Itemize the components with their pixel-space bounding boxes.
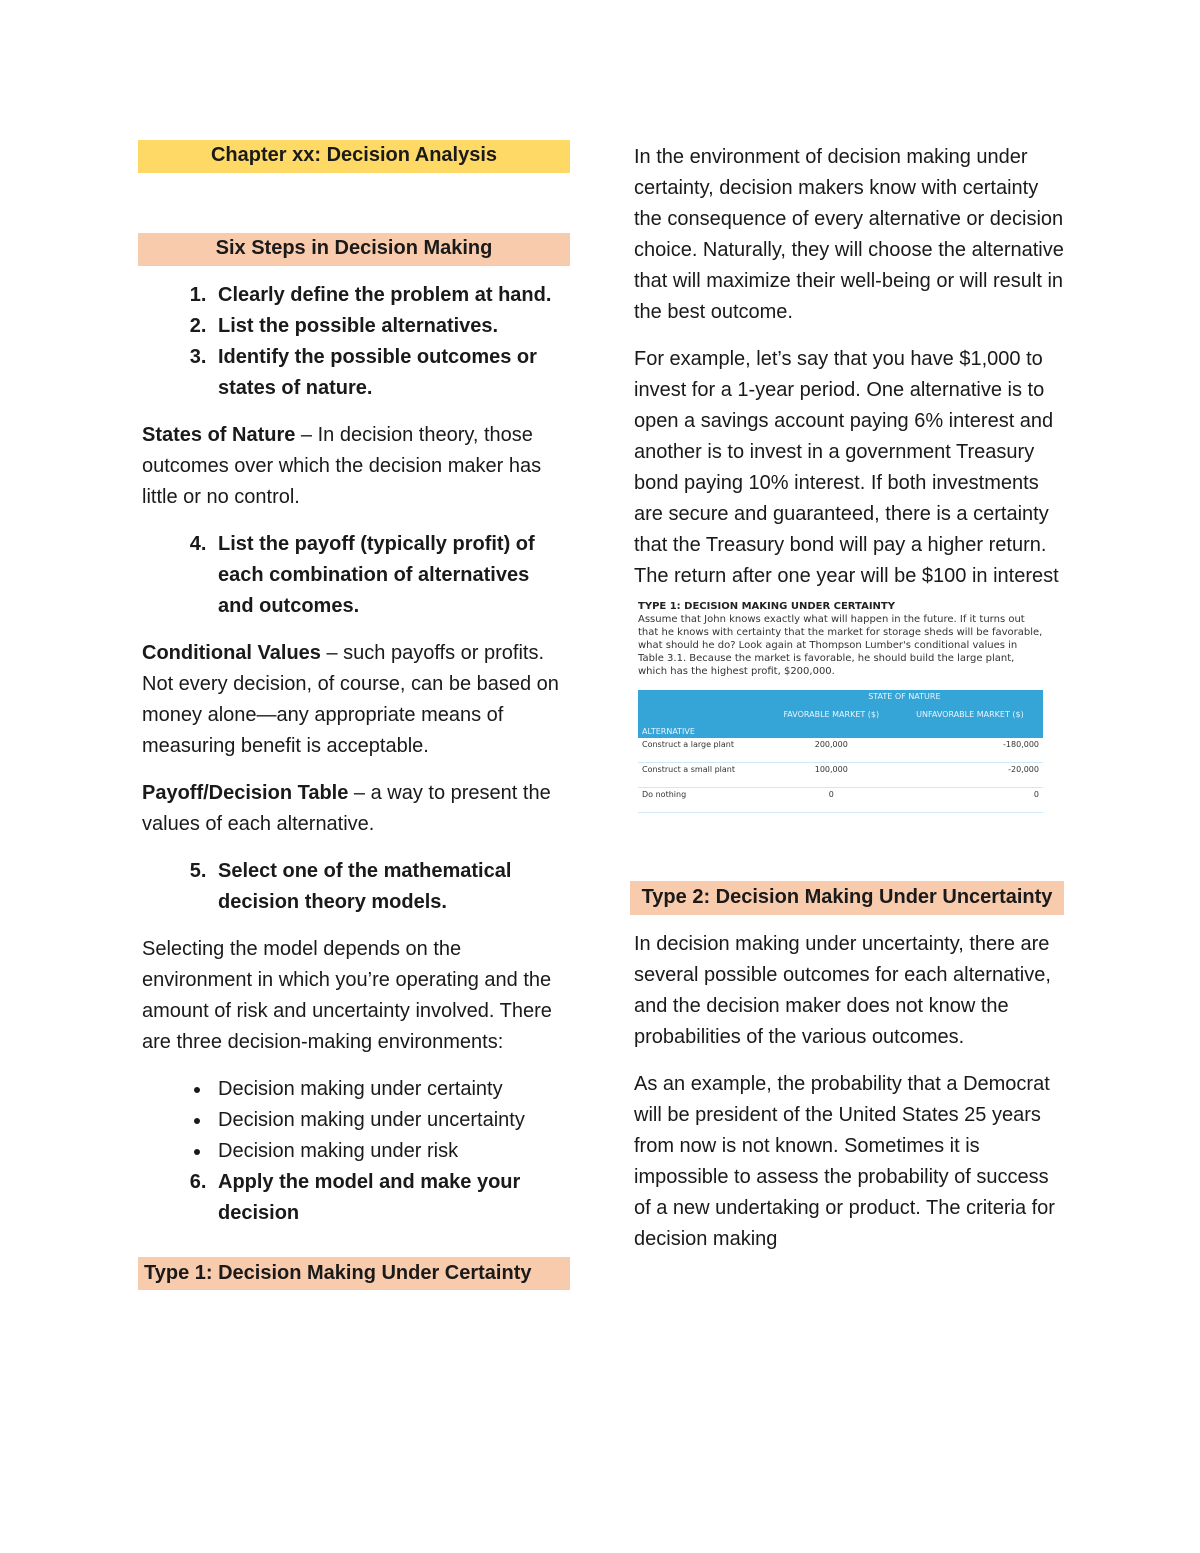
cond-term: Conditional Values bbox=[142, 642, 321, 664]
steps-list-1-3 bbox=[138, 280, 570, 404]
environment-item: • Decision making under certainty bbox=[212, 1074, 570, 1105]
row-unfav: 0 bbox=[897, 788, 1043, 813]
table-corner bbox=[638, 690, 766, 708]
col-alternative: ALTERNATIVE bbox=[638, 708, 766, 738]
payoff-table-definition bbox=[142, 778, 570, 840]
states-term: States of Nature bbox=[142, 424, 296, 446]
democrat-example-paragraph: As an example, the probability that a Democrat will be president of the United States 25 years from now is not known. Sometimes it is impossible to assess the probability of success of a new undertaking or product. The criteria for decision making bbox=[634, 1073, 1055, 1250]
type2-heading: Type 2: Decision Making Under Uncertainty bbox=[630, 881, 1064, 915]
step-1: 1. Clearly define the problem at hand. bbox=[212, 280, 570, 311]
certainty-example-figure bbox=[638, 600, 1043, 813]
example-paragraph: For example, let’s say that you have $1,000 to invest for a 1-year period. One alternative is to open a savings account paying 6% interest and another is to invest in a government Treasury bond paying 10% interest. If both investments are secure and guaranteed, there is a certainty that the Treasury bond will pay a higher return. The return after one year will be $100 in interest bbox=[634, 348, 1059, 587]
states-header: STATE OF NATURE bbox=[766, 690, 1043, 708]
chapter-title: Chapter xx: Decision Analysis bbox=[138, 140, 570, 173]
states-def: – In decision theory, those outcomes over which the decision maker has little or no control. bbox=[142, 424, 542, 508]
step-4: 4. List the payoff (typically profit) of each combination of alternatives and outcomes. bbox=[212, 529, 570, 622]
certainty-paragraph: In the environment of decision making under certainty, decision makers know with certainty the consequence of every alternative or decision choice. Naturally, they will choose the alternative that will maximize their well-being or will result in the best outcome. bbox=[634, 146, 1064, 323]
row-alt: Construct a large plant bbox=[638, 738, 766, 763]
row-fav: 200,000 bbox=[766, 738, 897, 763]
table-row bbox=[638, 788, 1043, 813]
step-6: 6. Apply the model and make your decision bbox=[212, 1167, 570, 1229]
step-3: 3. Identify the possible outcomes or states of nature. bbox=[212, 342, 570, 404]
row-unfav: -180,000 bbox=[897, 738, 1043, 763]
figure-title: TYPE 1: DECISION MAKING UNDER CERTAINTY bbox=[638, 601, 895, 612]
steps-list-5 bbox=[138, 856, 570, 918]
row-unfav: -20,000 bbox=[897, 763, 1043, 788]
figure-body: Assume that John knows exactly what will happen in the future. If it turns out that he knows with certainty that the market for storage sheds will be favorable, what should he do? Look again at Thompson Lumber's conditional values in Table 3.1. Because the market is favorable, he should build the large plant, which has the highest profit, $200,000. bbox=[638, 614, 1043, 677]
step-5: 5. Select one of the mathematical decision theory models. bbox=[212, 856, 570, 918]
type1-heading: Type 1: Decision Making Under Certainty bbox=[138, 1257, 570, 1290]
right-column bbox=[630, 142, 1064, 1271]
left-column bbox=[138, 140, 570, 1290]
payoff-def: – a way to present the values of each alternative. bbox=[142, 782, 551, 835]
step-2: 2. List the possible alternatives. bbox=[212, 311, 570, 342]
conditional-values-definition bbox=[142, 638, 570, 762]
selecting-model-paragraph: Selecting the model depends on the environment in which you’re operating and the amount of risk and uncertainty involved. There are three decision-making environments: bbox=[142, 938, 552, 1053]
environment-item: • Decision making under risk bbox=[212, 1136, 570, 1167]
col-unfavorable: UNFAVORABLE MARKET ($) bbox=[897, 708, 1043, 738]
table-row bbox=[638, 738, 1043, 763]
payoff-table bbox=[638, 690, 1043, 813]
uncertainty-paragraph: In decision making under uncertainty, there are several possible outcomes for each alternative, and the decision maker does not know the probabilities of the various outcomes. bbox=[634, 933, 1051, 1048]
states-of-nature-definition bbox=[142, 420, 570, 513]
cond-def: – such payoffs or profits. Not every decision, of course, can be based on money alone—any appropriate means of measuring benefit is acceptable. bbox=[142, 642, 559, 757]
environment-item: • Decision making under uncertainty bbox=[212, 1105, 570, 1136]
row-fav: 100,000 bbox=[766, 763, 897, 788]
environments-list bbox=[138, 1074, 570, 1167]
steps-list-4 bbox=[138, 529, 570, 622]
six-steps-heading: Six Steps in Decision Making bbox=[138, 233, 570, 266]
col-favorable: FAVORABLE MARKET ($) bbox=[766, 708, 897, 738]
table-row bbox=[638, 763, 1043, 788]
row-fav: 0 bbox=[766, 788, 897, 813]
payoff-term: Payoff/Decision Table bbox=[142, 782, 349, 804]
row-alt: Do nothing bbox=[638, 788, 766, 813]
row-alt: Construct a small plant bbox=[638, 763, 766, 788]
steps-list-6 bbox=[138, 1167, 570, 1229]
